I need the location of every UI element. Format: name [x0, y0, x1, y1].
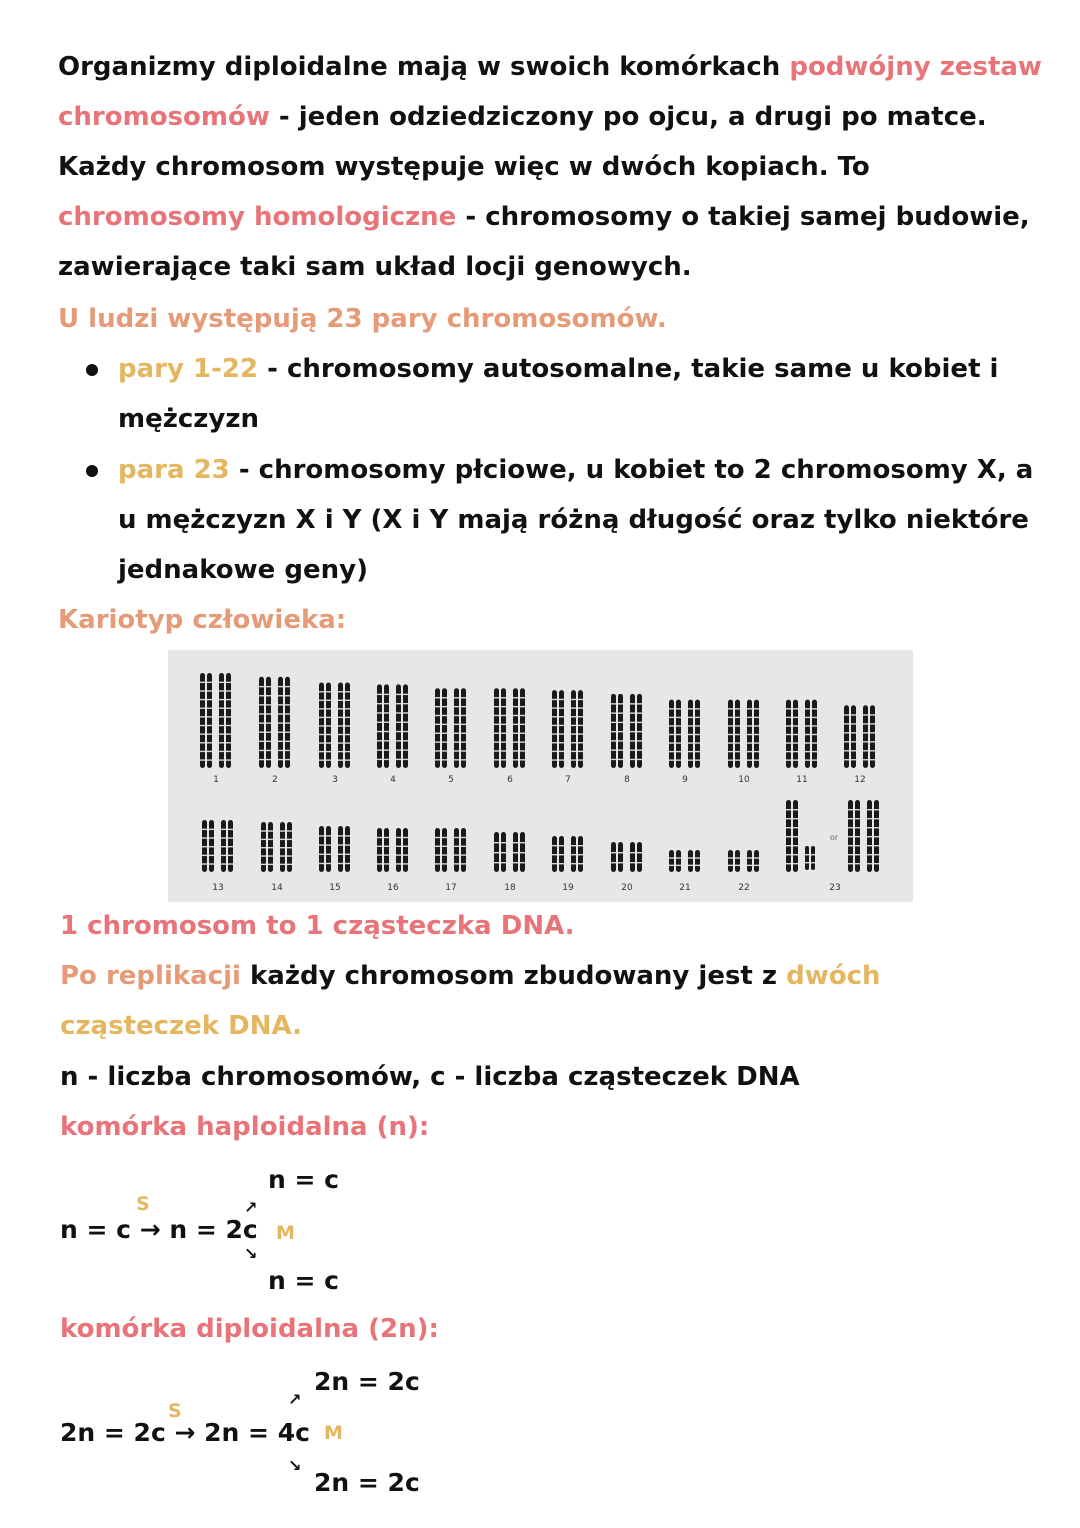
haploid-equation: [60, 1215, 258, 1244]
karyotype-labels-2: [212, 883, 840, 893]
diploid-heading: komórka diploidalna (2n):: [60, 1314, 439, 1344]
bullet-label: pary 1-22: [118, 354, 259, 384]
karyotype-label: 23: [829, 883, 841, 893]
bullet-label: para 23: [118, 455, 230, 485]
chromosome: [630, 842, 642, 872]
text-line-1: [58, 52, 1042, 82]
chromosome: [728, 850, 740, 872]
karyotype-label: 19: [562, 883, 574, 893]
highlight-replication: Po replikacji: [60, 961, 241, 991]
karyotype-label: 6: [507, 775, 513, 785]
chromosome: [571, 690, 583, 768]
diploid-equation: [60, 1418, 310, 1447]
chromosome: [513, 688, 525, 768]
karyotype-label: 13: [212, 883, 224, 893]
chromosome: [844, 705, 856, 768]
dna-line-1: 1 chromosom to 1 cząsteczka DNA.: [60, 911, 575, 941]
dna-line-3: cząsteczek DNA.: [60, 1011, 302, 1041]
chromosome: [319, 826, 331, 872]
arrow-right-icon: →: [174, 1418, 196, 1447]
text-segment: - jeden odziedziczony po ojcu, a drugi po matce.: [269, 102, 987, 132]
chromosome: [435, 688, 447, 768]
chromosome: [259, 677, 271, 768]
haploid-bottom: n = c: [268, 1266, 339, 1295]
karyotype-label: 22: [738, 883, 750, 893]
karyotype-svg: [168, 650, 913, 902]
chromosome: [454, 828, 466, 872]
text-line-3: Każdy chromosom występuje więc w dwóch kopiach. To: [58, 152, 870, 182]
chromosome: [786, 800, 798, 872]
chromosome: [786, 700, 798, 768]
karyotype-label: 15: [329, 883, 341, 893]
chromosome: [688, 700, 700, 768]
bullet-1: [118, 354, 998, 384]
karyotype-label: 9: [682, 775, 688, 785]
chromosome: [867, 800, 879, 872]
haploid-m-label: M: [276, 1222, 295, 1244]
diploid-mid: 2n = 4c: [204, 1418, 310, 1447]
karyotype-labels-1: [213, 775, 866, 785]
chromosome: [338, 683, 350, 769]
chromosome: [669, 850, 681, 872]
bullet-text: - chromosomy płciowe, u kobiet to 2 chromosomy X, a: [229, 455, 1034, 485]
karyotype-label: 2: [272, 775, 278, 785]
chromosome: [396, 684, 408, 768]
highlight-chromosomes: chromosomów: [58, 102, 270, 132]
chromosome: [805, 700, 817, 768]
text-line-2: [58, 102, 987, 132]
karyotype-row-2: [202, 800, 879, 872]
karyotype-label: 3: [332, 775, 338, 785]
bullet-2-cont-1: u mężczyzn X i Y (X i Y mają różną długość oraz tylko niektóre: [118, 505, 1029, 535]
text-line-5: zawierające taki sam układ locji genowych.: [58, 252, 692, 282]
arrow-right-icon: →: [139, 1215, 161, 1244]
karyotype-label: 1: [213, 775, 219, 785]
chromosome: [219, 673, 231, 768]
haploid-top: n = c: [268, 1165, 339, 1194]
chromosome: [571, 836, 583, 872]
karyotype-label: 16: [387, 883, 399, 893]
chromosome: [202, 820, 214, 872]
chromosome: [728, 700, 740, 768]
arrow-up-right-icon: ↗: [288, 1390, 302, 1409]
karyotype-label: 18: [504, 883, 516, 893]
chromosome: [805, 846, 815, 870]
chromosome: [669, 700, 681, 768]
haploid-s-label: S: [136, 1193, 150, 1215]
karyotype-label: 7: [565, 775, 571, 785]
text-line-4: [58, 202, 1030, 232]
karyotype-label: 14: [271, 883, 283, 893]
arrow-down-right-icon: ↘: [244, 1244, 258, 1263]
text-segment: każdy chromosom zbudowany jest z: [240, 961, 787, 991]
highlight-two: dwóch: [786, 961, 881, 991]
text-segment: - chromosomy o takiej samej budowie,: [456, 202, 1030, 232]
chromosome: [552, 836, 564, 872]
karyotype-image: [168, 650, 913, 902]
karyotype-label: 17: [445, 883, 457, 893]
chromosome: [494, 688, 506, 768]
haploid-heading: komórka haploidalna (n):: [60, 1112, 430, 1142]
chromosome: [319, 683, 331, 769]
bullet-2-cont-2: jednakowe geny): [118, 555, 368, 585]
chromosome: [454, 688, 466, 768]
bullet-2: [118, 455, 1033, 485]
karyotype-label: 4: [390, 775, 396, 785]
chromosome: [630, 694, 642, 768]
chromosome: [747, 850, 759, 872]
chromosome: [848, 800, 860, 872]
diploid-start: 2n = 2c: [60, 1418, 166, 1447]
diploid-bottom: 2n = 2c: [314, 1468, 420, 1497]
chromosome: [513, 832, 525, 872]
pairs-heading: U ludzi występują 23 pary chromosomów.: [58, 304, 667, 334]
chromosome: [338, 826, 350, 872]
karyotype-label: 10: [738, 775, 750, 785]
diploid-m-label: M: [324, 1422, 343, 1444]
chromosome: [200, 673, 212, 768]
chromosome: [278, 677, 290, 768]
karyotype-label: 12: [854, 775, 866, 785]
arrow-down-right-icon: ↘: [288, 1456, 302, 1475]
karyotype-row-1: [200, 673, 875, 768]
chromosome: [280, 822, 292, 872]
haploid-start: n = c: [60, 1215, 131, 1244]
karyotype-label: 5: [448, 775, 454, 785]
bullet-dot: [86, 364, 98, 376]
karyotype-label: 8: [624, 775, 630, 785]
chromosome: [863, 705, 875, 768]
chromosome: [552, 690, 564, 768]
diploid-top: 2n = 2c: [314, 1367, 420, 1396]
chromosome: [611, 694, 623, 768]
bullet-text: - chromosomy autosomalne, takie same u kobiet i: [258, 354, 999, 384]
diploid-s-label: S: [168, 1400, 182, 1422]
chromosome: [611, 842, 623, 872]
bullet-1-cont: mężczyzn: [118, 404, 259, 434]
karyotype-heading: Kariotyp człowieka:: [58, 605, 347, 635]
chromosome: [494, 832, 506, 872]
karyotype-label: 20: [621, 883, 633, 893]
highlight-double-set: podwójny zestaw: [789, 52, 1042, 82]
chromosome: [377, 684, 389, 768]
chromosome: [221, 820, 233, 872]
chromosome: [396, 828, 408, 872]
haploid-mid: n = 2c: [169, 1215, 258, 1244]
karyotype-label: 21: [679, 883, 691, 893]
highlight-homologous: chromosomy homologiczne: [58, 202, 457, 232]
bullet-dot: [86, 465, 98, 477]
chromosome: [377, 828, 389, 872]
karyotype-or-label: or: [830, 833, 839, 842]
chromosome: [688, 850, 700, 872]
chromosome: [261, 822, 273, 872]
legend-line: n - liczba chromosomów, c - liczba cząsteczek DNA: [60, 1062, 800, 1092]
dna-line-2: [60, 961, 881, 991]
arrow-up-right-icon: ↗: [244, 1198, 258, 1217]
text-segment: Organizmy diploidalne mają w swoich komórkach: [58, 52, 790, 82]
karyotype-label: 11: [796, 775, 808, 785]
chromosome: [435, 828, 447, 872]
chromosome: [747, 700, 759, 768]
